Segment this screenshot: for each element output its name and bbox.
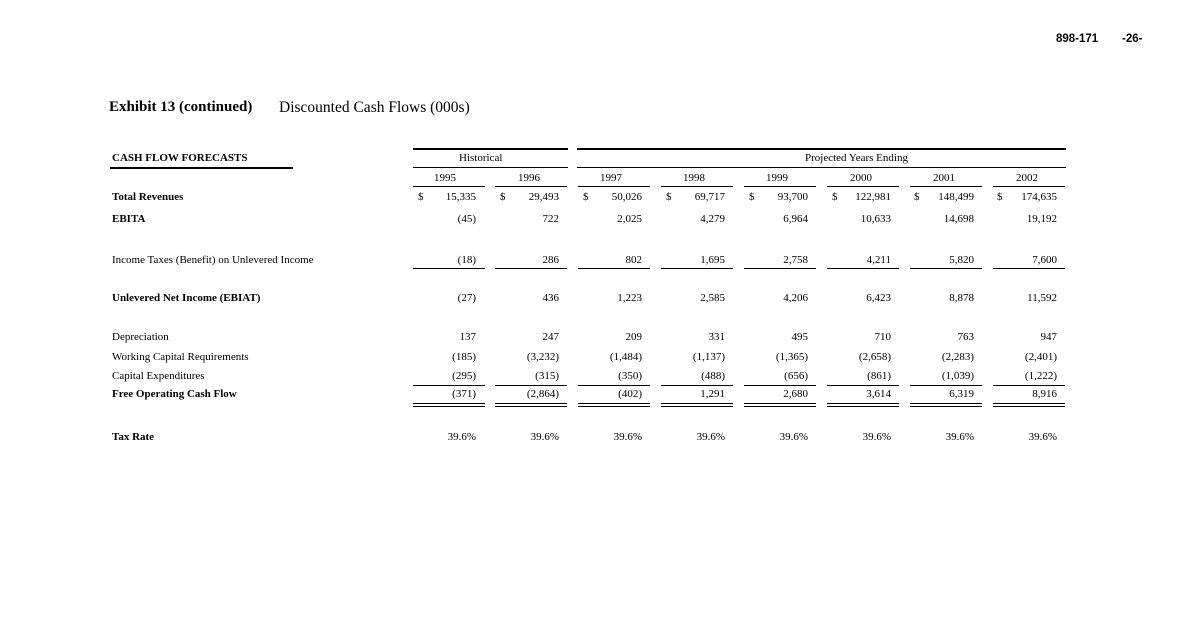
table-cell: 763 <box>957 331 974 343</box>
year-header: 2001 <box>933 172 955 184</box>
table-cell: 15,335 <box>445 191 476 203</box>
year-header: 1998 <box>683 172 705 184</box>
table-cell: (27) <box>457 292 476 304</box>
table-cell: (1,137) <box>692 351 725 363</box>
table-cell: 2,585 <box>700 292 725 304</box>
total-double-rule <box>910 403 982 404</box>
table-cell: 39.6% <box>945 431 974 443</box>
table-cell: (18) <box>457 254 476 266</box>
table-cell: 722 <box>542 213 559 225</box>
table-cell: 39.6% <box>696 431 725 443</box>
table-cell: (45) <box>457 213 476 225</box>
subtotal-rule <box>661 385 733 386</box>
year-header: 2002 <box>1016 172 1038 184</box>
table-cell: (3,232) <box>526 351 559 363</box>
table-cell: (315) <box>535 370 559 382</box>
row-label: Total Revenues <box>112 191 184 203</box>
year-header: 2000 <box>850 172 872 184</box>
row-label: Depreciation <box>112 331 169 343</box>
table-cell: 29,493 <box>528 191 559 203</box>
year-header: 1996 <box>518 172 540 184</box>
table-cell: 247 <box>542 331 559 343</box>
currency-symbol: $ <box>500 191 506 203</box>
total-double-rule <box>661 403 733 404</box>
table-cell: 10,633 <box>860 213 891 225</box>
year-header: 1995 <box>434 172 456 184</box>
table-cell: 710 <box>874 331 891 343</box>
table-cell: 93,700 <box>777 191 808 203</box>
table-cell: (1,484) <box>609 351 642 363</box>
table-cell: 6,964 <box>783 213 808 225</box>
table-cell: 148,499 <box>938 191 974 203</box>
table-cell: (656) <box>784 370 808 382</box>
row-label: Working Capital Requirements <box>112 351 249 363</box>
subtotal-rule <box>827 268 899 269</box>
table-cell: (861) <box>867 370 891 382</box>
table-cell: 39.6% <box>862 431 891 443</box>
row-label: Income Taxes (Benefit) on Unlevered Income <box>112 254 314 266</box>
table-cell: 122,981 <box>855 191 891 203</box>
table-cell: 209 <box>625 331 642 343</box>
total-double-rule <box>495 403 567 404</box>
table-cell: 69,717 <box>694 191 725 203</box>
currency-symbol: $ <box>914 191 920 203</box>
table-cell: 4,279 <box>700 213 725 225</box>
total-double-rule <box>661 406 733 407</box>
year-underline <box>910 186 982 187</box>
year-underline <box>661 186 733 187</box>
table-cell: (295) <box>452 370 476 382</box>
currency-symbol: $ <box>832 191 838 203</box>
year-underline <box>993 186 1065 187</box>
subtotal-rule <box>413 385 485 386</box>
row-label: Capital Expenditures <box>112 370 205 382</box>
year-underline <box>827 186 899 187</box>
table-cell: 39.6% <box>613 431 642 443</box>
table-cell: (2,283) <box>941 351 974 363</box>
table-cell: 4,211 <box>866 254 891 266</box>
subtotal-rule <box>661 268 733 269</box>
total-double-rule <box>744 403 816 404</box>
page-number: -26- <box>1122 33 1143 45</box>
table-cell: 947 <box>1040 331 1057 343</box>
subtotal-rule <box>827 385 899 386</box>
table-cell: 11,592 <box>1027 292 1057 304</box>
total-double-rule <box>413 403 485 404</box>
table-cell: 1,223 <box>617 292 642 304</box>
projected-top-rule <box>577 148 1066 150</box>
year-underline <box>578 186 650 187</box>
row-label: Free Operating Cash Flow <box>112 388 237 400</box>
table-cell: 8,878 <box>949 292 974 304</box>
table-cell: 802 <box>625 254 642 266</box>
subtotal-rule <box>495 385 567 386</box>
projected-group-rule <box>577 167 1066 168</box>
table-cell: 331 <box>708 331 725 343</box>
table-cell: 174,635 <box>1021 191 1057 203</box>
total-double-rule <box>578 406 650 407</box>
table-cell: 39.6% <box>1028 431 1057 443</box>
row-label: Unlevered Net Income (EBIAT) <box>112 292 261 304</box>
group-projected-label: Projected Years Ending <box>805 152 908 164</box>
total-double-rule <box>744 406 816 407</box>
table-cell: 6,319 <box>949 388 974 400</box>
document-number: 898-171 <box>1056 33 1099 45</box>
year-underline <box>744 186 816 187</box>
table-cell: (350) <box>618 370 642 382</box>
table-cell: (2,658) <box>858 351 891 363</box>
subtotal-rule <box>578 268 650 269</box>
historical-group-rule <box>413 167 568 168</box>
year-underline <box>495 186 567 187</box>
table-cell: 495 <box>791 331 808 343</box>
historical-top-rule <box>413 148 568 150</box>
table-cell: (2,401) <box>1024 351 1057 363</box>
table-cell: 4,206 <box>783 292 808 304</box>
table-cell: 2,758 <box>783 254 808 266</box>
row-label: Tax Rate <box>112 431 155 443</box>
table-cell: (402) <box>618 388 642 400</box>
currency-symbol: $ <box>749 191 755 203</box>
table-cell: 1,695 <box>700 254 725 266</box>
subtotal-rule <box>744 268 816 269</box>
currency-symbol: $ <box>666 191 672 203</box>
table-cell: 1,291 <box>700 388 725 400</box>
total-double-rule <box>993 406 1065 407</box>
table-cell: 2,680 <box>783 388 808 400</box>
table-cell: (488) <box>701 370 725 382</box>
currency-symbol: $ <box>418 191 424 203</box>
table-cell: 19,192 <box>1026 213 1057 225</box>
table-cell: 7,600 <box>1032 254 1057 266</box>
table-cell: 3,614 <box>866 388 891 400</box>
subtotal-rule <box>993 268 1065 269</box>
total-double-rule <box>578 403 650 404</box>
group-historical-label: Historical <box>459 152 503 164</box>
subtotal-rule <box>578 385 650 386</box>
row-label: EBITA <box>112 213 146 225</box>
table-cell: 286 <box>542 254 559 266</box>
table-cell: (185) <box>452 351 476 363</box>
total-double-rule <box>993 403 1065 404</box>
year-header: 1997 <box>600 172 622 184</box>
section-title: CASH FLOW FORECASTS <box>112 152 248 164</box>
subtotal-rule <box>495 268 567 269</box>
table-cell: 8,916 <box>1032 388 1057 400</box>
table-cell: 39.6% <box>447 431 476 443</box>
currency-symbol: $ <box>997 191 1003 203</box>
subtotal-rule <box>413 268 485 269</box>
section-title-underline <box>110 167 293 169</box>
table-cell: 14,698 <box>943 213 974 225</box>
table-cell: (2,864) <box>526 388 559 400</box>
total-double-rule <box>495 406 567 407</box>
subtotal-rule <box>910 385 982 386</box>
total-double-rule <box>413 406 485 407</box>
currency-symbol: $ <box>583 191 589 203</box>
year-underline <box>413 186 485 187</box>
exhibit-label: Exhibit 13 (continued) <box>109 99 253 115</box>
table-cell: 50,026 <box>611 191 642 203</box>
table-cell: (1,222) <box>1024 370 1057 382</box>
table-cell: (371) <box>452 388 476 400</box>
subtotal-rule <box>993 385 1065 386</box>
table-cell: 2,025 <box>617 213 642 225</box>
subtotal-rule <box>744 385 816 386</box>
table-cell: 5,820 <box>949 254 974 266</box>
subtotal-rule <box>910 268 982 269</box>
table-cell: 39.6% <box>779 431 808 443</box>
table-cell: 39.6% <box>530 431 559 443</box>
table-cell: 6,423 <box>866 292 891 304</box>
table-cell: 137 <box>459 331 476 343</box>
total-double-rule <box>910 406 982 407</box>
total-double-rule <box>827 403 899 404</box>
table-cell: (1,365) <box>775 351 808 363</box>
table-cell: 436 <box>542 292 559 304</box>
table-cell: (1,039) <box>941 370 974 382</box>
total-double-rule <box>827 406 899 407</box>
exhibit-title: Discounted Cash Flows (000s) <box>279 99 470 116</box>
year-header: 1999 <box>766 172 788 184</box>
